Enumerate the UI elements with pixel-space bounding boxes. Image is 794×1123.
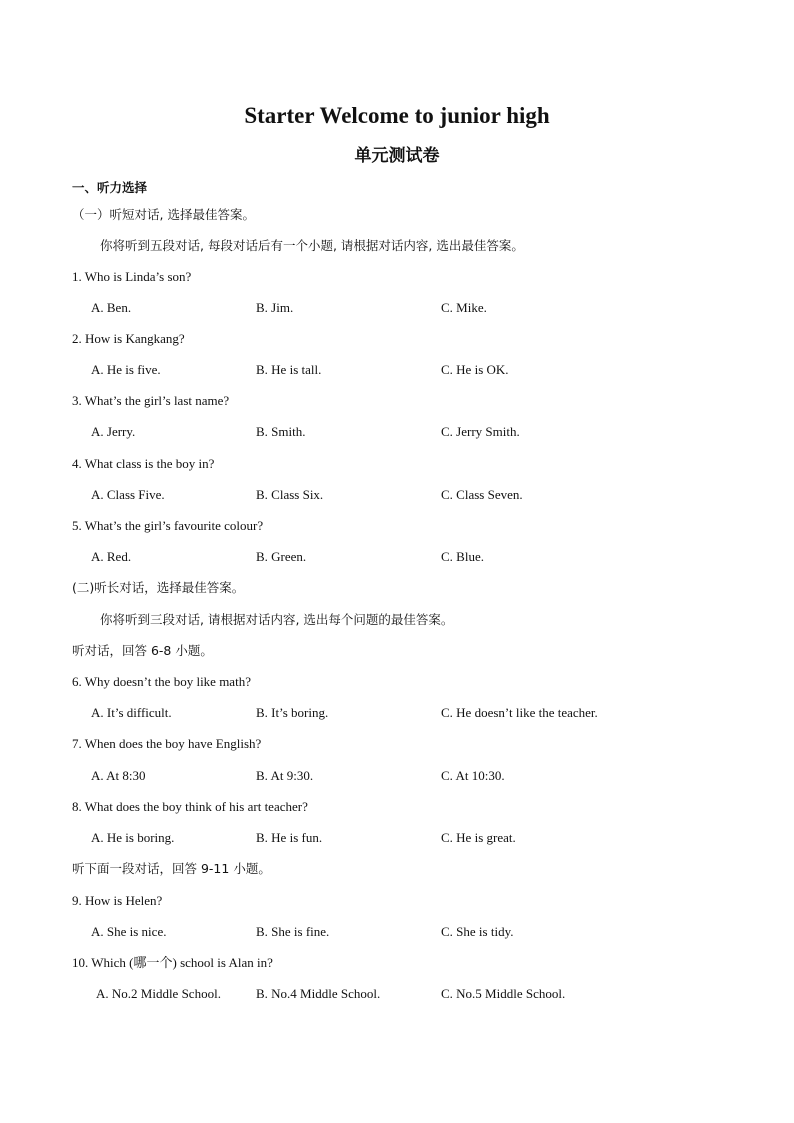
option-1a: A. Ben. (91, 300, 132, 315)
option-2b: B. He is tall. (256, 362, 322, 377)
question-1: 1. Who is Linda’s son? (72, 269, 192, 284)
option-5c: C. Blue. (441, 549, 484, 564)
part-heading: (二)听长对话，选择最佳答案。 (72, 580, 245, 595)
question-9: 9. How is Helen? (72, 893, 163, 908)
option-7c: C. At 10:30. (441, 768, 505, 783)
option-10c: C. No.5 Middle School. (441, 986, 566, 1001)
option-7b: B. At 9:30. (256, 768, 314, 783)
section-heading: 一、听力选择 (72, 180, 148, 195)
option-10b: B. No.4 Middle School. (256, 986, 381, 1001)
option-6c: C. He doesn’t like the teacher. (441, 705, 598, 720)
dialogue-note: 听对话，回答 6-8 小题。 (72, 643, 213, 658)
part-heading: （一）听短对话, 选择最佳答案。 (72, 207, 255, 222)
option-9a: A. She is nice. (91, 924, 167, 939)
option-9c: C. She is tidy. (441, 924, 514, 939)
question-4: 4. What class is the boy in? (72, 456, 215, 471)
option-3a: A. Jerry. (91, 424, 136, 439)
question-3: 3. What’s the girl’s last name? (72, 393, 230, 408)
question-7: 7. When does the boy have English? (72, 736, 262, 751)
option-8a: A. He is boring. (91, 830, 175, 845)
question-2: 2. How is Kangkang? (72, 331, 185, 346)
option-7a: A. At 8:30 (91, 768, 146, 783)
option-8c: C. He is great. (441, 830, 516, 845)
option-2c: C. He is OK. (441, 362, 509, 377)
option-4c: C. Class Seven. (441, 487, 523, 502)
option-1b: B. Jim. (256, 300, 294, 315)
part-instruction: 你将听到三段对话, 请根据对话内容, 选出每个问题的最佳答案。 (100, 612, 454, 627)
option-10a: A. No.2 Middle School. (96, 986, 221, 1001)
option-4b: B. Class Six. (256, 487, 324, 502)
option-6b: B. It’s boring. (256, 705, 329, 720)
question-6: 6. Why doesn’t the boy like math? (72, 674, 251, 689)
question-5: 5. What’s the girl’s favourite colour? (72, 518, 264, 533)
option-5b: B. Green. (256, 549, 307, 564)
option-3b: B. Smith. (256, 424, 306, 439)
option-3c: C. Jerry Smith. (441, 424, 520, 439)
option-5a: A. Red. (91, 549, 132, 564)
option-8b: B. He is fun. (256, 830, 323, 845)
option-1c: C. Mike. (441, 300, 487, 315)
document-title: Starter Welcome to junior high (244, 103, 550, 128)
dialogue-note: 听下面一段对话，回答 9-11 小题。 (72, 861, 271, 876)
part-instruction: 你将听到五段对话, 每段对话后有一个小题, 请根据对话内容, 选出最佳答案。 (100, 238, 524, 253)
question-8: 8. What does the boy think of his art teacher? (72, 799, 308, 814)
option-4a: A. Class Five. (91, 487, 165, 502)
option-9b: B. She is fine. (256, 924, 330, 939)
document-subtitle: 单元测试卷 (354, 146, 440, 166)
question-10: 10. Which (哪一个) school is Alan in? (72, 955, 273, 970)
option-6a: A. It’s difficult. (91, 705, 172, 720)
option-2a: A. He is five. (91, 362, 161, 377)
